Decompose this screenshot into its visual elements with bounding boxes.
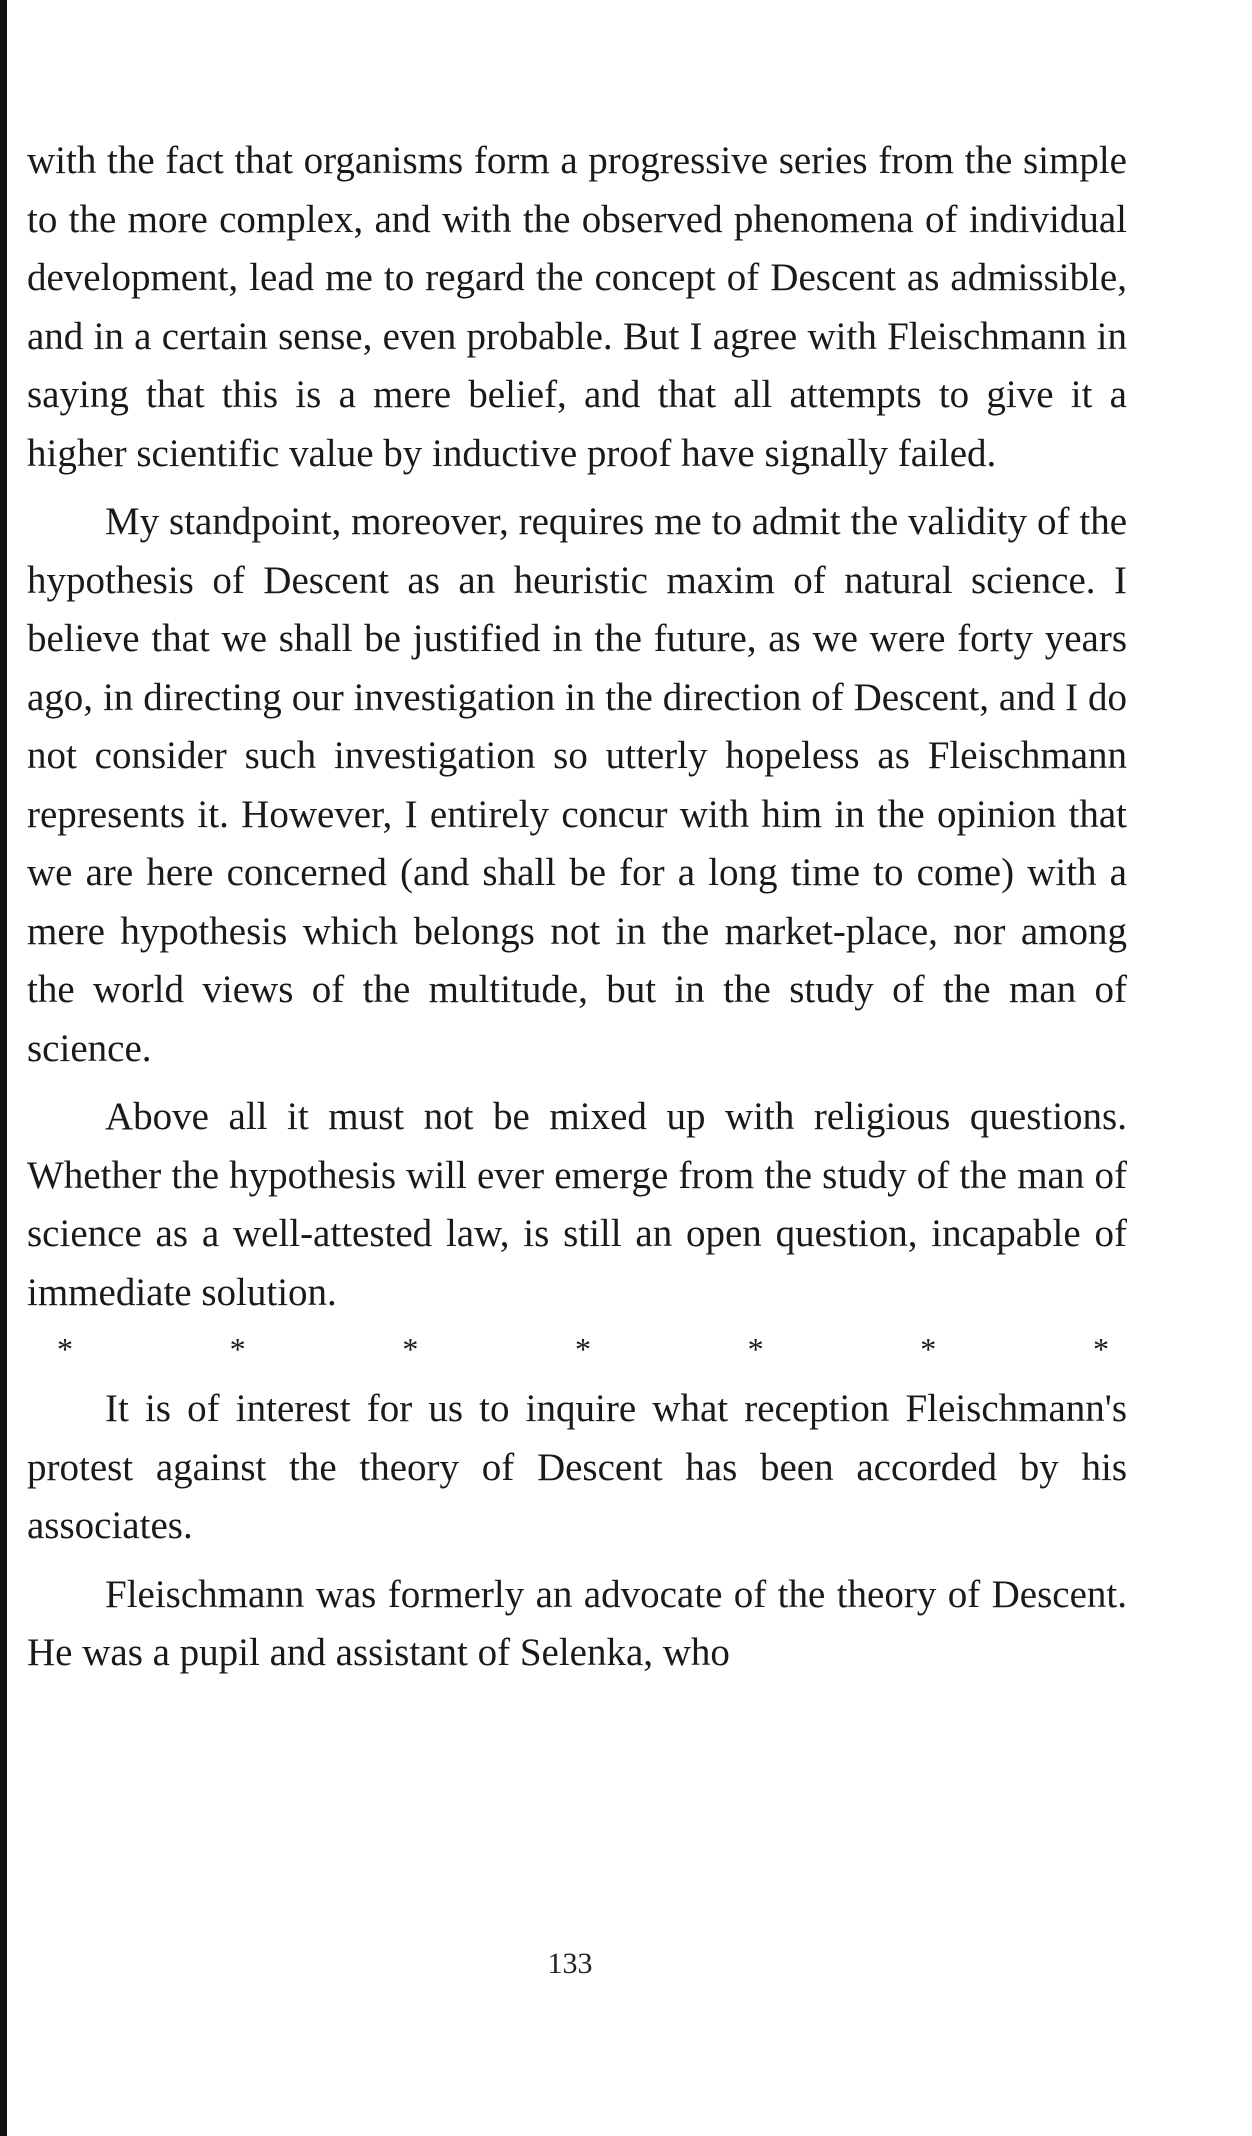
page-number: 133 — [547, 1947, 593, 1980]
paragraph-standpoint: My standpoint, moreover, requires me to admit the validity of the hypothesis of Descent as an heuristic maxim of natural science. I believe that we shall be justified in the future, as we were forty years ago, in directing our investigation in the direction of Descent, and I do not consider such investigation so utterly hopeless as Fleischmann represents it. However, I entirely concur with him in the opinion that we are here concerned (and shall be for a long time to come) with a mere hypothesis which belongs not in the market-place, nor among the world views of the multitude, but in the study of the man of science. — [27, 500, 1127, 1070]
binding-edge — [0, 0, 7, 2136]
paragraph-religious-questions: Above all it must not be mixed up with religious questions. Whether the hypothesis will ever emerge from the study of the man of science as a well-attested law, is still an open question, incapable of immediate solution. — [27, 1095, 1127, 1314]
asterisk: * — [920, 1331, 937, 1367]
paragraph-continuation: with the fact that organisms form a progressive series from the simple to the more complex, and with the observed phenomena of individual development, lead me to regard the concept of Descent as admissible, and in a certain sense, even probable. But I agree with Fleischmann in saying that this is a mere belief, and that all attempts to give it a higher scientific value by inductive proof have signally failed. — [27, 139, 1127, 475]
asterisk: * — [1092, 1331, 1109, 1367]
asterisk: * — [402, 1331, 419, 1367]
asterisk: * — [57, 1331, 73, 1367]
asterisk: * — [574, 1331, 591, 1367]
paragraph-formerly: Fleischmann was formerly an advocate of the theory of Descent. He was a pupil and assistant of Selenka, who — [27, 1572, 1127, 1674]
asterisk: * — [747, 1331, 764, 1367]
page-body — [27, 132, 1127, 1683]
paragraph-reception: It is of interest for us to inquire what reception Fleischmann's protest against the theory of Descent has been accorded by his associates. — [27, 1387, 1127, 1547]
asterisk: * — [229, 1331, 246, 1367]
section-separator — [27, 1324, 1127, 1374]
